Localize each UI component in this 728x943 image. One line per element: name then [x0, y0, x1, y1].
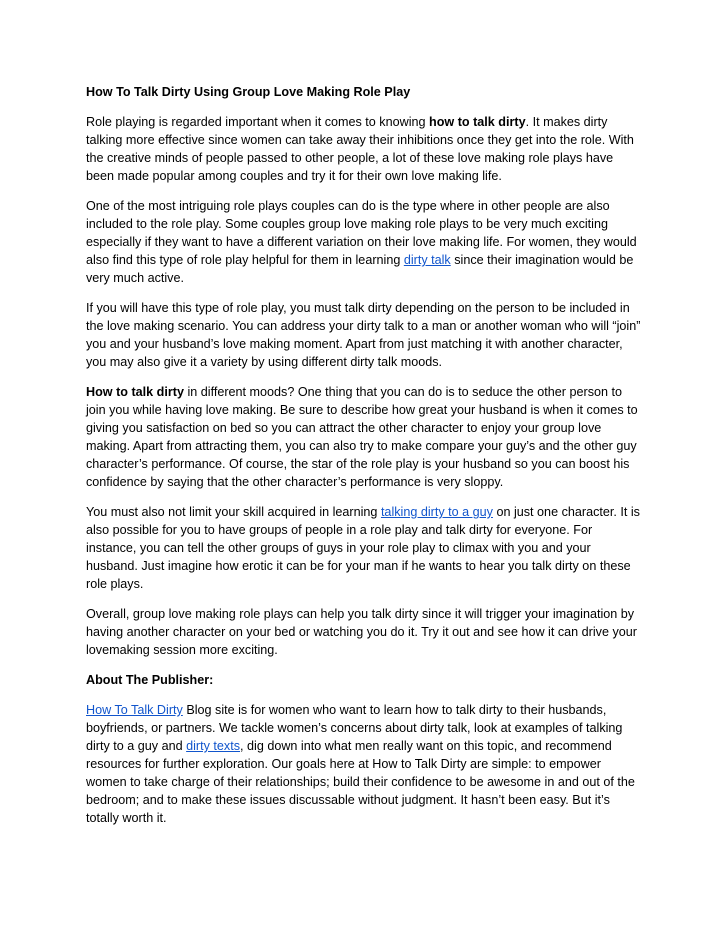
about-heading: About The Publisher: [86, 673, 214, 687]
document-page [86, 83, 642, 839]
text-span: on just one character. It is also possible for you to have groups of people in a role play and talk dirty for everyone. For instance, you can tell the other groups of guys in your role play to climax with you and your husband. Just imagine how erotic it can be for your man if he wants to hear you talk dirty on these role plays. [86, 505, 640, 591]
paragraph-different-moods [86, 383, 642, 491]
bold-phrase: how to talk dirty [429, 115, 526, 129]
paragraph-intro [86, 113, 642, 185]
document-title: How To Talk Dirty Using Group Love Making Role Play [86, 85, 411, 99]
link-dirty-texts[interactable]: dirty texts [186, 739, 241, 753]
text-span: Role playing is regarded important when it comes to knowing [86, 115, 430, 129]
text-span: Blog site is for women who want to learn how to talk dirty to their husbands, boyfriends, or partners. We tackle women’s concerns about dirty talk, look at examples of talking dirty to a guy and [86, 703, 623, 753]
text-span: . It makes dirty talking more effective since women can take away their inhibitions once they get into the role. With the creative minds of people passed to other people, a lot of these love making role plays have been made popular among couples and try it for their own love making life. [86, 115, 634, 183]
text-span: You must also not limit your skill acquired in learning [86, 505, 381, 519]
paragraph-skill [86, 503, 642, 593]
link-dirty-talk[interactable]: dirty talk [403, 253, 451, 267]
paragraph-overall: Overall, group love making role plays can help you talk dirty since it will trigger your imagination by having another character on your bed or watching you do it. Try it out and see how it can drive your lovemaking session more exciting. [86, 607, 637, 657]
text-span: since their imagination would be very much active. [86, 253, 634, 285]
text-span: , dig down into what men really want on this topic, and recommend resources for further exploration. Our goals here at How to Talk Dirty are simple: to empower women to take charge of their relationships; build their confidence to be awesome in and out of the bedroom; and to make these issues discussable without judgment. It hasn’t been easy. But it’s totally worth it. [86, 739, 635, 825]
paragraph-talk-dirty-depending: If you will have this type of role play, you must talk dirty depending on the person to be included in the love making scenario. You can address your dirty talk to a man or another woman who will “join” you and your husband’s love making moment. Apart from just matching it with another character, you may also give it a variety by using different dirty talk moods. [86, 301, 641, 369]
paragraph-group-role-play [86, 197, 642, 287]
text-span: in different moods? One thing that you can do is to seduce the other person to join you while having love making. Be sure to describe how great your husband is when it comes to giving you satisfaction on bed so you can attract the other character to enjoy your group love making. Apart from attracting them, you can also try to make compare your guy’s and the other guy character’s performance. Of course, the star of the role play is your husband so you can boost his confidence by saying that the other character’s performance is very sloppy. [86, 385, 638, 489]
bold-phrase: How to talk dirty [86, 385, 184, 399]
link-talking-dirty-to-a-guy[interactable]: talking dirty to a guy [380, 505, 493, 519]
paragraph-about-publisher [86, 701, 642, 827]
link-how-to-talk-dirty[interactable]: How To Talk Dirty [86, 703, 183, 717]
text-span: One of the most intriguing role plays couples can do is the type where in other people are also included to the role play. Some couples group love making role plays to be very much exciting especially if they want to have a different variation on their love making life. For women, they would also find this type of role play helpful for them in learning [86, 199, 637, 267]
